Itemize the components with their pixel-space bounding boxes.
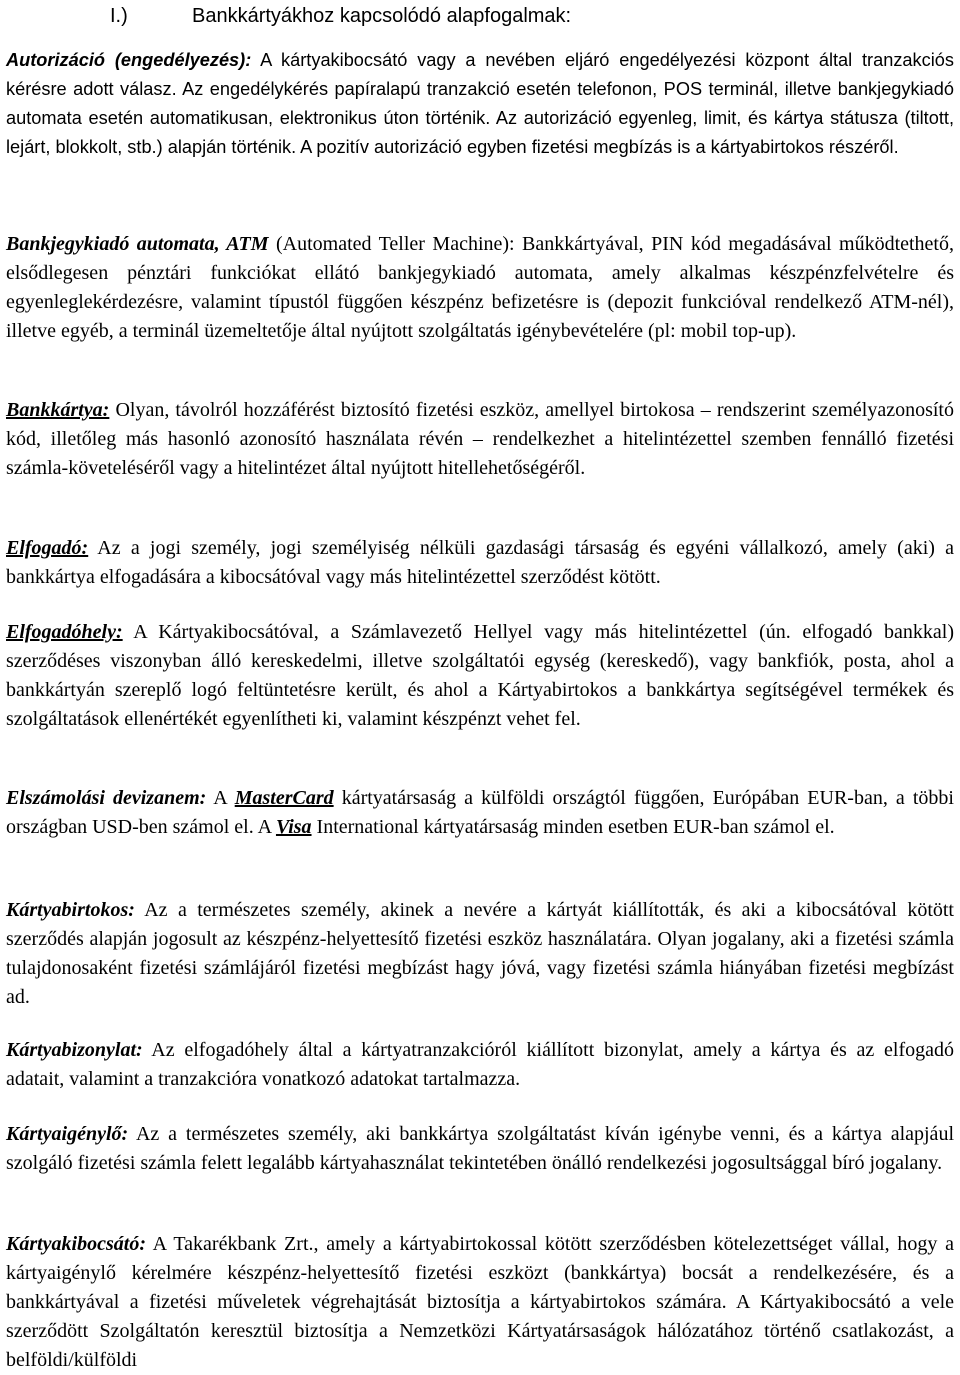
definition-bankkartya [6, 396, 954, 483]
section-title: Bankkártyákhoz kapcsolódó alapfogalmak: [192, 5, 572, 27]
definition-text: Az a természetes személy, aki bankkártya szolgáltatást kíván igénybe venni, és a kártya alapjául szolgáló fizetési számla felett legalább kártyahasználat tekintetében önálló rendelkezési jogosultsággal bíró jogalany. [6, 1123, 954, 1174]
definition-kartyakibocsato [6, 1230, 954, 1375]
definition-term: Bankkártya: [6, 399, 110, 421]
definition-term: Kártyabizonylat: [6, 1039, 143, 1061]
definition-elszamolasi-devizanem [6, 784, 954, 842]
definition-term: Autorizáció (engedélyezés): [6, 50, 252, 70]
definition-text: International kártyatársaság minden esetben EUR-ban számol el. [311, 816, 835, 838]
definition-autorizacio [6, 46, 954, 162]
definition-text: Az elfogadóhely által a kártyatranzakcióról kiállított bizonylat, amely a kártya és az elfogadó adatait, valamint a tranzakcióra vonatkozó adatokat tartalmazza. [6, 1039, 954, 1090]
visa-brand: Visa [275, 816, 312, 838]
definition-text: kártyatársaság a külföldi országtól függően, Európában EUR-ban, a többi országban USD-ben számol el. A [6, 787, 954, 838]
definition-kartyabizonylat [6, 1036, 954, 1094]
definition-atm [6, 230, 954, 346]
definition-elfogadohely [6, 618, 954, 734]
section-number: I.) [110, 5, 128, 27]
definition-text: A Takarékbank Zrt., amely a kártyabirtokossal kötött szerződésben kötelezettséget vállal, hogy a kártyaigénylő kérelmére készpénz-helyettesítő fizetési eszközt (bankkártya) bocsát a rendelkezésére, és a bankkártyával a fizetési műveletek végrehajtását biztosítja a kártyabirtokos számára. A Kártyakibocsátó a vele szerződött Szolgáltatón keresztül biztosítja a Nemzetközi Kártyatársaságok hálózatához történő csatlakozást, a belföldi/külföldi [6, 1233, 954, 1371]
definition-term: Elfogadó: [6, 537, 89, 559]
definition-term: Kártyabirtokos: [6, 899, 135, 921]
definition-term: Bankjegykiadó automata, ATM [6, 233, 269, 255]
definition-elfogado [6, 534, 954, 592]
definition-term: Elfogadóhely: [6, 621, 123, 643]
definition-term: Elszámolási devizanem: [6, 787, 207, 809]
definition-text: Az a jogi személy, jogi személyiség nélküli gazdasági társaság és egyéni vállalkozó, amely (aki) a bankkártya elfogadására a kibocsátóval vagy más hitelintézettel szerződést kötött. [6, 537, 954, 588]
definition-term: Kártyakibocsátó: [6, 1233, 146, 1255]
section-heading [110, 4, 571, 28]
mastercard-brand: MasterCard [234, 787, 334, 809]
definition-text: A kártyakibocsátó vagy a nevében eljáró engedélyezési központ által tranzakciós kérésre adott válasz. Az engedélykérés papíralapú tranzakció esetén telefonon, POS terminál, illetve bankjegykiadó automata esetén automatikusan, elektronikus úton történik. Az autorizáció egyenleg, limit, és kártya státusza (tiltott, lejárt, blokkolt, stb.) alapján történik. A pozitív autorizáció egyben fizetési megbízás is a kártyabirtokos részéről. [6, 50, 954, 157]
definition-text: (Automated Teller Machine): Bankkártyával, PIN kód megadásával működtethető, elsődlegesen pénztári funkciókat ellátó bankjegykiadó automata, amely alkalmas készpénzfelvételre és egyenleglekérdezésre, valamint típustól függően készpénz befizetésre is (depozit funkcióval rendelkező ATM-nél), illetve egyéb, a terminál üzemeltetője által nyújtott szolgáltatás igénybevételére (pl: mobil top-up). [6, 233, 954, 342]
definition-text: A [206, 787, 235, 809]
definition-term: Kártyaigénylő: [6, 1123, 129, 1145]
definition-kartyabirtokos [6, 896, 954, 1012]
definition-text: Olyan, távolról hozzáférést biztosító fizetési eszköz, amellyel birtokosa – rendszerint személyazonosító kód, illetőleg más hasonló azonosító használata révén – rendelkezhet a hitelintézettel szemben fennálló fizetési számla-követeléséről vagy a hitelintézet által nyújtott hitellehetőségéről. [6, 399, 954, 479]
definition-kartyaigenylo [6, 1120, 954, 1178]
definition-text: A Kártyakibocsátóval, a Számlavezető Hellyel vagy más hitelintézettel (ún. elfogadó bankkal) szerződéses viszonyban álló kereskedelmi, illetve szolgáltatói egység (kereskedő), vagy bankfiók, posta, ahol a bankkártyán szereplő logó feltüntetésre került, és ahol a Kártyabirtokos a bankkártya segítségével termékek és szolgáltatások ellenértékét egyenlítheti ki, valamint készpénzt vehet fel. [6, 621, 954, 730]
definition-text: Az a természetes személy, akinek a nevére a kártyát kiállították, és aki a kibocsátóval kötött szerződés alapján jogosult az készpénz-helyettesítő fizetési eszköz használatára. Olyan jogalany, aki a fizetési számla tulajdonosaként fizetési számlájáról fizetési megbízást hagy jóvá, vagy fizetési számla hiányában fizetési megbízást ad. [6, 899, 954, 1008]
